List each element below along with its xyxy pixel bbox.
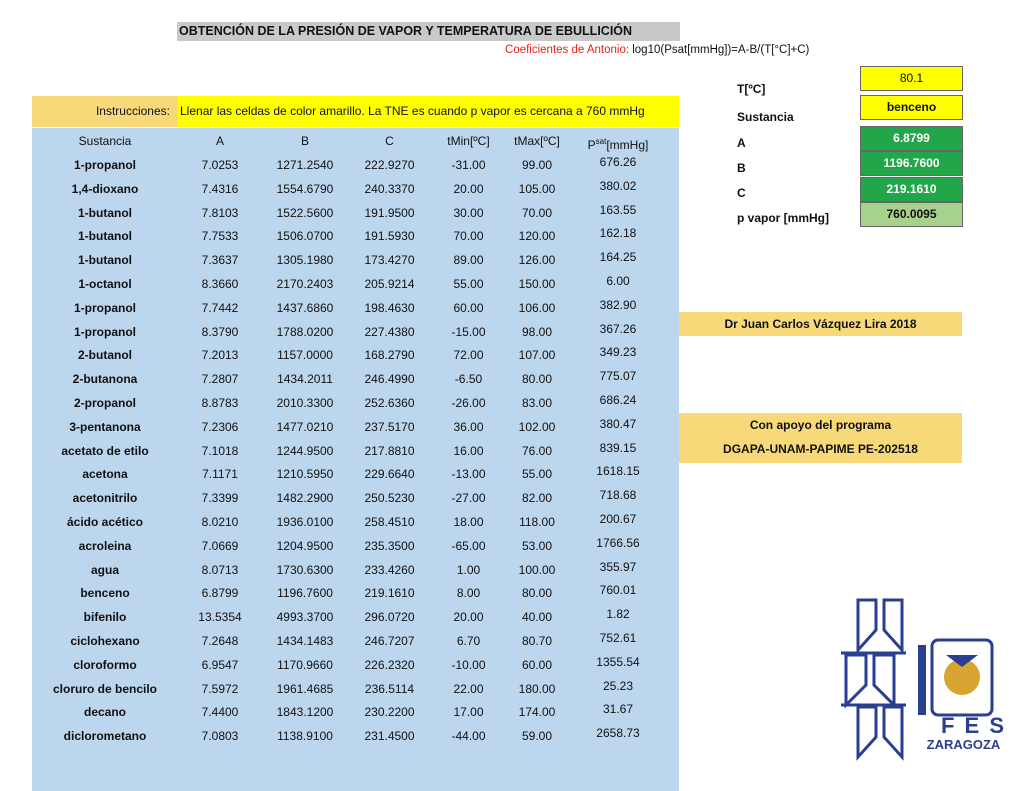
table-row xyxy=(32,178,679,202)
substance-name: 1-butanol xyxy=(78,229,132,244)
substance-name: ciclohexano xyxy=(70,634,140,648)
cell-a: 7.5972 xyxy=(201,681,239,696)
cell-b: 1843.1200 xyxy=(276,705,334,720)
cell-p: 163.55 xyxy=(599,202,637,217)
cell-a: 7.7533 xyxy=(201,229,239,244)
coef-formula: log10(Psat[mmHg])=A-B/(T[°C]+C) xyxy=(632,44,810,56)
cell-a: 7.3637 xyxy=(201,253,239,268)
page-title: OBTENCIÓN DE LA PRESIÓN DE VAPOR Y TEMPERATURA DE EBULLICIÓN xyxy=(177,22,680,41)
cell-a: 7.8103 xyxy=(201,205,239,220)
cell-b: 1506.0700 xyxy=(276,229,334,244)
cell-p: 162.18 xyxy=(599,226,637,241)
cell-tmax: 106.00 xyxy=(518,300,556,315)
cell-tmax: 80.00 xyxy=(521,372,553,387)
cell-b: 1482.2900 xyxy=(276,491,334,506)
cell-tmin: -27.00 xyxy=(451,491,486,506)
cell-a: 8.0210 xyxy=(201,515,239,529)
table-row xyxy=(32,559,679,583)
cell-tmax: 102.00 xyxy=(518,419,556,434)
table-row xyxy=(32,225,679,249)
cell-p: 380.47 xyxy=(599,416,637,431)
cell-p: 355.97 xyxy=(599,559,637,574)
header-c: C xyxy=(385,134,394,148)
psat-unit: [mmHg] xyxy=(606,138,649,152)
cell-tmin: 20.00 xyxy=(453,181,484,196)
cell-c: 219.1610 xyxy=(364,586,415,601)
cell-p: 1766.56 xyxy=(596,535,640,550)
cell-b: 1305.1980 xyxy=(276,253,334,268)
substance-name: benceno xyxy=(80,586,130,601)
cell-c: 240.3370 xyxy=(364,181,415,196)
cell-p: 164.25 xyxy=(599,250,637,265)
table-row xyxy=(32,725,679,749)
cell-tmin: -10.00 xyxy=(451,657,486,672)
cell-a: 7.0803 xyxy=(201,729,239,744)
cell-p: 200.67 xyxy=(599,512,637,526)
cell-tmax: 105.00 xyxy=(518,181,556,196)
cell-c: 236.5114 xyxy=(364,681,415,696)
cell-p: 2658.73 xyxy=(596,726,640,741)
cell-tmax: 107.00 xyxy=(518,348,556,363)
table-row xyxy=(32,511,679,535)
table-row xyxy=(32,297,679,321)
cell-a: 7.4316 xyxy=(201,181,239,196)
cell-b: 4993.3700 xyxy=(276,610,334,625)
a-value: 6.8799 xyxy=(860,126,963,151)
cell-tmax: 70.00 xyxy=(521,205,553,220)
cell-tmax: 174.00 xyxy=(518,705,556,720)
substance-name: agua xyxy=(90,562,119,577)
cell-c: 233.4260 xyxy=(364,562,415,577)
cell-tmax: 98.00 xyxy=(521,324,553,339)
logo-fes-text: F E S xyxy=(940,713,1006,738)
fes-zaragoza-logo xyxy=(836,595,1021,765)
substance-name: acetona xyxy=(82,467,128,482)
cell-tmax: 100.00 xyxy=(518,562,556,577)
substance-name: diclorometano xyxy=(63,729,147,744)
cell-tmax: 53.00 xyxy=(521,538,553,553)
cell-c: 231.4500 xyxy=(364,729,415,744)
cell-tmin: 72.00 xyxy=(453,348,484,363)
cell-tmin: 6.70 xyxy=(456,634,481,648)
author-banner: Dr Juan Carlos Vázquez Lira 2018 xyxy=(679,312,962,336)
cell-a: 7.0669 xyxy=(201,538,239,553)
cell-tmin: 30.00 xyxy=(453,205,484,220)
header-sustancia: Sustancia xyxy=(78,134,132,148)
cell-tmin: 16.00 xyxy=(453,443,484,458)
cell-c: 250.5230 xyxy=(364,491,415,506)
cell-p: 760.01 xyxy=(599,583,637,598)
table-row xyxy=(32,273,679,297)
cell-tmax: 180.00 xyxy=(518,681,556,696)
cell-c: 237.5170 xyxy=(364,419,415,434)
psat-symbol: P xyxy=(587,138,596,152)
instructions-text: Llenar las celdas de color amarillo. La TNE es cuando p vapor es cercana a 760 mmHg xyxy=(178,96,679,127)
vapor-pressure-value: 760.0095 xyxy=(860,202,963,227)
cell-b: 1157.0000 xyxy=(277,348,333,363)
cell-tmin: 70.00 xyxy=(453,229,484,244)
cell-p: 1355.54 xyxy=(596,654,640,669)
substance-name: cloruro de bencilo xyxy=(52,681,157,696)
support-line-2: DGAPA-UNAM-PAPIME PE-202518 xyxy=(723,442,918,456)
substance-input[interactable]: benceno xyxy=(860,95,963,120)
table-row xyxy=(32,654,679,678)
cell-a: 13.5354 xyxy=(198,610,242,625)
substance-name: 2-butanol xyxy=(78,348,132,363)
cell-c: 226.2320 xyxy=(364,657,415,672)
substance-name: acroleina xyxy=(78,538,132,553)
cell-p: 752.61 xyxy=(599,631,637,645)
cell-tmax: 99.00 xyxy=(521,158,553,172)
cell-p: 31.67 xyxy=(602,702,634,717)
cell-c: 222.9270 xyxy=(364,158,415,172)
substance-name: 1-propanol xyxy=(74,300,136,315)
substance-name: 1,4-dioxano xyxy=(71,181,139,196)
cell-tmin: -26.00 xyxy=(451,396,486,410)
cell-tmin: -65.00 xyxy=(451,538,486,553)
cell-b: 1788.0200 xyxy=(276,324,334,339)
cell-a: 7.7442 xyxy=(201,300,239,315)
substance-name: 1-octanol xyxy=(78,277,132,291)
header-a: A xyxy=(215,134,224,148)
cell-b: 1196.7600 xyxy=(277,586,333,601)
substance-name: 1-propanol xyxy=(74,324,136,339)
cell-p: 676.26 xyxy=(599,155,637,169)
substance-name: 2-propanol xyxy=(74,396,136,410)
cell-tmin: -13.00 xyxy=(451,467,486,482)
cell-b: 1138.9100 xyxy=(277,729,333,744)
cell-a: 8.8783 xyxy=(201,396,239,410)
cell-c: 227.4380 xyxy=(364,324,415,339)
table-row xyxy=(32,249,679,273)
cell-tmax: 55.00 xyxy=(521,467,553,482)
cell-a: 7.2306 xyxy=(201,419,239,434)
cell-c: 205.9214 xyxy=(364,277,415,291)
cell-tmin: 18.00 xyxy=(453,515,484,529)
cell-p: 367.26 xyxy=(599,321,637,336)
cell-tmin: 60.00 xyxy=(453,300,484,315)
cell-c: 246.4990 xyxy=(364,372,415,387)
cell-c: 252.6360 xyxy=(364,396,415,410)
table-row xyxy=(32,678,679,702)
cell-tmax: 82.00 xyxy=(521,491,553,506)
instructions-label: Instrucciones: xyxy=(32,96,178,127)
support-line-1: Con apoyo del programa xyxy=(749,418,892,432)
cell-a: 6.8799 xyxy=(201,586,239,601)
support-banner xyxy=(679,413,962,463)
cell-a: 7.4400 xyxy=(201,705,239,720)
cell-c: 296.0720 xyxy=(364,610,415,625)
cell-tmin: -6.50 xyxy=(454,372,483,387)
header-tmax: tMax[ºC] xyxy=(514,134,560,148)
cell-tmin: 20.00 xyxy=(453,610,484,625)
table-row xyxy=(32,392,679,416)
substance-name: ácido acético xyxy=(66,515,144,529)
table-row xyxy=(32,487,679,511)
cell-c: 258.4510 xyxy=(364,515,415,529)
cell-p: 6.00 xyxy=(606,274,630,288)
cell-a: 7.2013 xyxy=(201,348,239,363)
cell-a: 8.3660 xyxy=(201,277,239,291)
cell-tmin: 22.00 xyxy=(453,681,484,696)
cell-p: 25.23 xyxy=(602,678,634,693)
substance-name: 1-butanol xyxy=(78,205,132,220)
table-row xyxy=(32,344,679,368)
cell-tmin: 36.00 xyxy=(453,419,484,434)
cell-b: 1244.9500 xyxy=(276,443,334,458)
cell-b: 1210.5950 xyxy=(276,467,334,482)
cell-b: 1170.9660 xyxy=(277,657,333,672)
table-row xyxy=(32,368,679,392)
cell-a: 7.3399 xyxy=(201,491,239,506)
coef-label: Coeficientes de Antonio: xyxy=(505,44,630,56)
cell-c: 191.9500 xyxy=(364,205,415,220)
substance-name: acetato de etilo xyxy=(61,443,149,458)
cell-p: 1618.15 xyxy=(596,464,640,479)
table-row xyxy=(32,535,679,559)
substance-label: Sustancia xyxy=(737,110,794,124)
cell-b: 1936.0100 xyxy=(276,515,334,529)
cell-a: 8.3790 xyxy=(201,324,239,339)
vapor-pressure-label: p vapor [mmHg] xyxy=(737,211,830,225)
cell-b: 1961.4685 xyxy=(276,681,334,696)
cell-c: 230.2200 xyxy=(364,705,415,720)
cell-b: 2010.3300 xyxy=(276,396,334,410)
table-row xyxy=(32,582,679,606)
cell-b: 1204.9500 xyxy=(276,538,334,553)
cell-p: 382.90 xyxy=(599,297,637,312)
cell-c: 168.2790 xyxy=(364,348,415,363)
cell-c: 173.4270 xyxy=(364,253,415,268)
substance-name: decano xyxy=(83,705,126,720)
temperature-input[interactable]: 80.1 xyxy=(860,66,963,91)
cell-a: 7.1171 xyxy=(202,467,238,482)
cell-c: 217.8810 xyxy=(364,443,415,458)
table-row xyxy=(32,440,679,464)
cell-c: 229.6640 xyxy=(364,467,415,482)
cell-tmin: -31.00 xyxy=(451,158,486,172)
cell-tmax: 118.00 xyxy=(519,515,555,529)
cell-tmin: 8.00 xyxy=(456,586,481,601)
b-value: 1196.7600 xyxy=(860,151,963,176)
cell-p: 686.24 xyxy=(599,393,637,407)
substance-name: cloroformo xyxy=(73,657,137,672)
cell-b: 1554.6790 xyxy=(276,181,334,196)
cell-p: 839.15 xyxy=(599,440,637,455)
header-psat xyxy=(568,130,668,154)
cell-c: 235.3500 xyxy=(364,538,415,553)
cell-b: 2170.2403 xyxy=(276,277,334,291)
cell-tmax: 126.00 xyxy=(518,253,556,268)
antoine-coefficients-note xyxy=(505,44,809,56)
antoine-table xyxy=(32,128,679,791)
cell-tmin: 55.00 xyxy=(453,277,484,291)
b-label: B xyxy=(737,161,746,175)
table-header-row xyxy=(32,130,679,154)
cell-tmax: 120.00 xyxy=(518,229,556,244)
cell-c: 246.7207 xyxy=(364,634,415,648)
cell-b: 1434.2011 xyxy=(277,372,333,387)
cell-b: 1434.1483 xyxy=(276,634,334,648)
header-b: B xyxy=(300,134,309,148)
table-row xyxy=(32,154,679,178)
cell-tmax: 83.00 xyxy=(521,396,553,410)
c-value: 219.1610 xyxy=(860,177,963,202)
cell-a: 7.0253 xyxy=(201,158,239,172)
cell-a: 7.2807 xyxy=(201,372,239,387)
table-row xyxy=(32,202,679,226)
table-row xyxy=(32,606,679,630)
cell-p: 1.82 xyxy=(606,607,630,622)
cell-c: 198.4630 xyxy=(364,300,415,315)
cell-p: 775.07 xyxy=(599,369,637,384)
cell-tmax: 80.00 xyxy=(521,586,553,601)
cell-b: 1271.2540 xyxy=(276,158,334,172)
c-label: C xyxy=(737,186,746,200)
table-row xyxy=(32,416,679,440)
cell-tmin: 1.00 xyxy=(456,562,481,577)
cell-tmax: 59.00 xyxy=(521,729,553,744)
logo-zaragoza-text: ZARAGOZA xyxy=(926,737,1001,752)
substance-name: 3-pentanona xyxy=(69,419,141,434)
cell-tmin: 89.00 xyxy=(453,253,484,268)
cell-b: 1522.5600 xyxy=(276,205,334,220)
table-row xyxy=(32,321,679,345)
substance-name: bifenilo xyxy=(83,610,127,625)
cell-p: 718.68 xyxy=(599,488,637,503)
cell-tmax: 76.00 xyxy=(521,443,553,458)
cell-b: 1437.6860 xyxy=(276,300,334,315)
cell-tmax: 60.00 xyxy=(521,657,553,672)
substance-name: 2-butanona xyxy=(72,372,138,387)
cell-a: 6.9547 xyxy=(201,657,239,672)
cell-tmax: 40.00 xyxy=(521,610,553,625)
cell-p: 380.02 xyxy=(599,178,637,193)
table-row xyxy=(32,701,679,725)
header-tmin: tMin[ºC] xyxy=(447,134,490,148)
cell-tmin: 17.00 xyxy=(453,705,484,720)
cell-tmax: 80.70 xyxy=(521,634,553,648)
cell-a: 8.0713 xyxy=(201,562,239,577)
cell-tmin: -15.00 xyxy=(451,324,486,339)
substance-name: 1-propanol xyxy=(74,158,136,172)
cell-b: 1730.6300 xyxy=(276,562,334,577)
cell-b: 1477.0210 xyxy=(276,419,334,434)
cell-p: 349.23 xyxy=(599,345,637,360)
substance-name: acetonitrilo xyxy=(72,491,138,506)
a-label: A xyxy=(737,136,746,150)
temperature-label: T[ºC] xyxy=(737,82,766,96)
cell-tmin: -44.00 xyxy=(451,729,486,744)
table-row xyxy=(32,463,679,487)
psat-superscript: sat xyxy=(595,137,607,146)
table-row xyxy=(32,630,679,654)
substance-name: 1-butanol xyxy=(78,253,132,268)
cell-a: 7.1018 xyxy=(201,443,239,458)
cell-c: 191.5930 xyxy=(364,229,415,244)
cell-tmax: 150.00 xyxy=(518,277,556,291)
cell-a: 7.2648 xyxy=(201,634,239,648)
